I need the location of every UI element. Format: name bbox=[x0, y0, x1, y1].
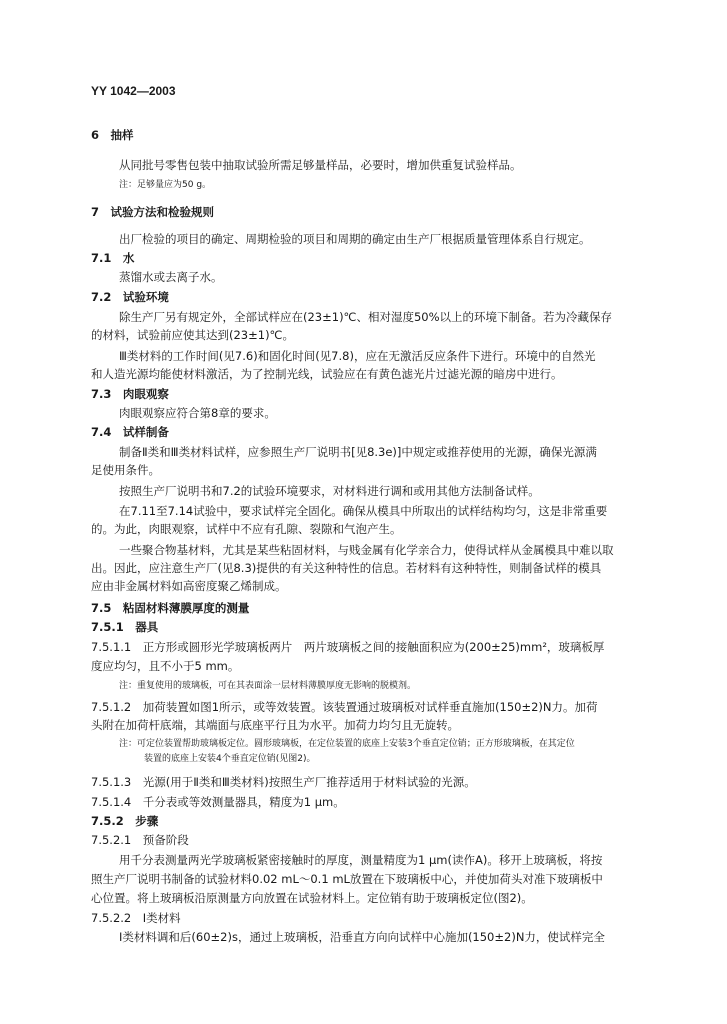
paragraph: 足使用条件。 bbox=[91, 463, 160, 477]
paragraph: 制备Ⅱ类和Ⅲ类材料试样，应参照生产厂说明书[见8.3e)]中规定或推荐使用的光源，确保光源满 bbox=[119, 445, 597, 459]
paragraph: 的。为此，肉眼观察，试样中不应有孔隙、裂隙和气泡产生。 bbox=[91, 522, 402, 536]
heading-sampling: 6 抽样 bbox=[91, 128, 134, 142]
paragraph: 从同批号零售包装中抽取试验所需足够量样品，必要时，增加供重复试验样品。 bbox=[119, 158, 522, 172]
paragraph: 度应均匀，且不小于5 mm。 bbox=[91, 659, 240, 673]
heading-7-2: 7.2 试验环境 bbox=[91, 290, 169, 304]
note: 注：重复使用的玻璃板，可在其表面涂一层材料薄膜厚度无影响的脱模剂。 bbox=[119, 681, 417, 691]
heading-7-5: 7.5 粘固材料薄膜厚度的测量 bbox=[91, 601, 250, 615]
paragraph: 头附在加荷杆底端，其端面与底座平行且为水平。加荷力均匀且无旋转。 bbox=[91, 718, 459, 732]
paragraph: 蒸馏水或去离子水。 bbox=[119, 270, 223, 284]
paragraph: 除生产厂另有规定外，全部试样应在(23±1)℃、相对湿度50%以上的环境下制备。若为冷藏保存 bbox=[119, 310, 613, 324]
heading-7-5-2: 7.5.2 步骤 bbox=[91, 814, 159, 828]
paragraph: 用千分表测量两光学玻璃板紧密接触时的厚度，测量精度为1 μm(读作A)。移开上玻璃板，将按 bbox=[119, 853, 603, 867]
paragraph: 7.5.1.2 加荷装置如图1所示，或等效装置。该装置通过玻璃板对试样垂直施加(150±2)N力。加荷 bbox=[91, 700, 598, 714]
note: 注：可定位装置帮助玻璃板定位。圆形玻璃板，在定位装置的底座上安装3个垂直定位销；正方形玻璃板，在其定位 bbox=[119, 739, 575, 749]
paragraph: 肉眼观察应符合第8章的要求。 bbox=[119, 406, 276, 420]
paragraph: 7.5.1.3 光源(用于Ⅱ类和Ⅲ类材料)按照生产厂推荐适用于材料试验的光源。 bbox=[91, 775, 476, 789]
heading-7-5-1: 7.5.1 器具 bbox=[91, 620, 159, 634]
paragraph: 出。因此，应注意生产厂(见8.3)提供的有关这种特性的信息。若材料有这种特性，则制备试样的模具 bbox=[91, 561, 602, 575]
paragraph: 照生产厂说明书制备的试验材料0.02 mL～0.1 mL放置在下玻璃板中心，并使加荷头对准下玻璃板中 bbox=[91, 872, 603, 886]
heading-7-4: 7.4 试样制备 bbox=[91, 425, 169, 439]
paragraph: Ⅲ类材料的工作时间(见7.6)和固化时间(见7.8)，应在无激活反应条件下进行。环境中的自然光 bbox=[119, 349, 596, 363]
heading-7-5-2-1: 7.5.2.1 预备阶段 bbox=[91, 833, 189, 847]
paragraph: 应由非金属材料如高密度聚乙烯制成。 bbox=[91, 579, 287, 593]
heading-7-3: 7.3 肉眼观察 bbox=[91, 387, 169, 401]
paragraph: 心位置。将上玻璃板沿原测量方向放置在试验材料上。定位销有助于玻璃板定位(图2)。 bbox=[91, 891, 533, 905]
heading-test-methods: 7 试验方法和检验规则 bbox=[91, 205, 215, 219]
heading-7-1: 7.1 水 bbox=[91, 251, 135, 265]
paragraph: 7.5.1.1 正方形或圆形光学玻璃板两片 两片玻璃板之间的接触面积应为(200±25)mm²，玻璃板厚 bbox=[91, 640, 605, 654]
paragraph: 出厂检验的项目的确定、周期检验的项目和周期的确定由生产厂根据质量管理体系自行规定。 bbox=[119, 232, 591, 246]
paragraph: 7.5.1.4 千分表或等效测量器具，精度为1 μm。 bbox=[91, 795, 345, 809]
paragraph: 和人造光源均能使材料激活，为了控制光线，试验应在有黄色滤光片过滤光源的暗房中进行。 bbox=[91, 367, 563, 381]
paragraph: 一些聚合物基材料，尤其是某些粘固材料，与贱金属有化学亲合力，使得试样从金属模具中难以取 bbox=[119, 543, 614, 557]
note: 装置的底座上安装4个垂直定位销(见图2)。 bbox=[144, 754, 316, 764]
paragraph: Ⅰ类材料调和后(60±2)s，通过上玻璃板，沿垂直方向向试样中心施加(150±2)N力，使试样完全 bbox=[119, 930, 605, 944]
note: 注：足够量应为50 g。 bbox=[119, 180, 212, 190]
heading-7-5-2-2: 7.5.2.2 Ⅰ类材料 bbox=[91, 911, 181, 925]
standard-number: YY 1042—2003 bbox=[91, 84, 176, 98]
paragraph: 在7.11至7.14试验中，要求试样完全固化。确保从模具中所取出的试样结构均匀，这是非常重要 bbox=[119, 504, 608, 518]
paragraph: 的材料，试验前应使其达到(23±1)℃。 bbox=[91, 328, 294, 342]
paragraph: 按照生产厂说明书和7.2的试验环境要求，对材料进行调和或用其他方法制备试样。 bbox=[119, 484, 540, 498]
